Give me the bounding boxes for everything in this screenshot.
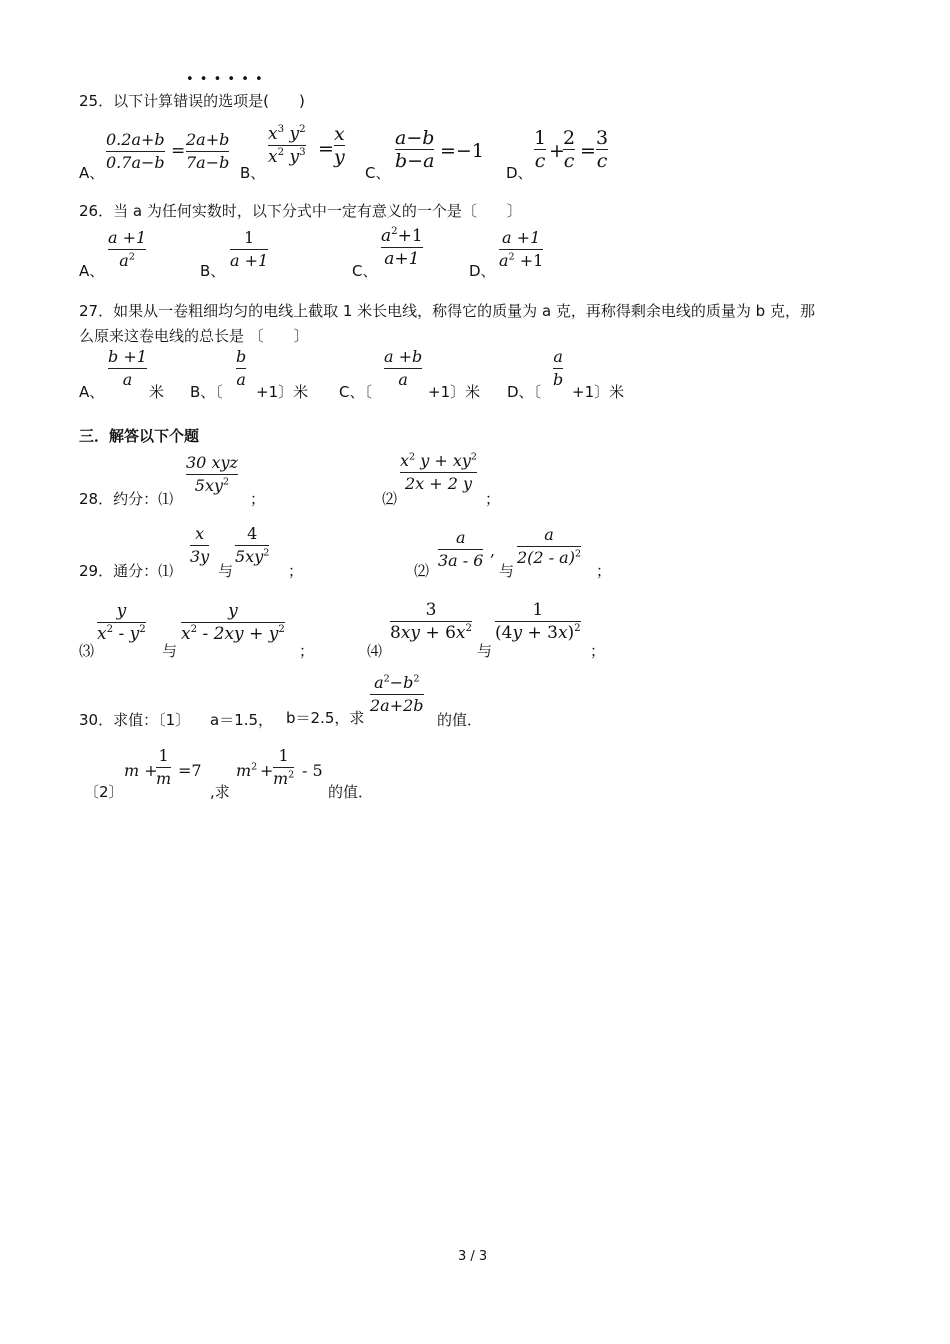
q27-option-d-label: D、〔	[507, 383, 542, 401]
q27-a-unit: 米	[149, 383, 165, 401]
q26-d-fraction	[499, 228, 543, 271]
q29-p2-with: 与	[499, 562, 515, 580]
q29-p2-fraction-2	[517, 525, 581, 568]
q27-option-b-label: B、〔	[190, 383, 223, 401]
q29-p4-label: ⑷	[367, 642, 383, 660]
q25-c-denominator: b−a	[395, 150, 435, 172]
q29-p4-f2-denominator: $(4y + 3x)^2$	[495, 622, 581, 643]
q25-b-lhs-denominator: $x^2$ $y^3$	[268, 146, 306, 167]
q29-p3-separator: ；	[299, 642, 315, 660]
q29-p4-fraction-1	[390, 600, 472, 643]
q30-expression-denominator: 2a+2b	[370, 696, 424, 715]
section3-title: 三．解答以下个题	[79, 427, 200, 445]
q29-p1-f2-denominator: $5xy^2$	[235, 547, 270, 566]
q29-p2-f1-denominator: 3a - 6	[438, 551, 484, 570]
q26-option-c-label: C、	[352, 262, 378, 280]
q30-tail: 的值．	[437, 711, 483, 729]
q25-b-rhs-denominator: y	[334, 146, 345, 168]
q29-p2-separator: ；	[596, 562, 612, 580]
q30-expression-plus: +	[260, 761, 274, 780]
q26-b-denominator: a +1	[230, 251, 269, 270]
q30-label: 30．求值：〔1〕	[79, 711, 191, 729]
q26-c-numerator: $a^2+1$	[381, 225, 423, 246]
q29-p3-with: 与	[162, 642, 178, 660]
q25-d-f2-numerator: 2	[563, 127, 576, 149]
q25-a-equals: =	[171, 141, 186, 161]
q27-c-numerator: a +b	[384, 347, 423, 366]
q26-option-d-label: D、	[469, 262, 496, 280]
q29-p3-f1-numerator: y	[116, 601, 127, 621]
q25-d-equals: =	[580, 140, 596, 162]
q29-p4-f2-numerator: 1	[532, 600, 544, 620]
q29-p1-fraction-1	[190, 524, 209, 567]
q29-p4-fraction-2	[495, 600, 581, 643]
q25-d-f3-numerator: 3	[596, 127, 609, 149]
q25-a-rhs-numerator: 2a+b	[186, 130, 230, 149]
q26-stem: 26．当 a 为任何实数时，以下分式中一定有意义的一个是〔 〕	[79, 202, 522, 220]
q27-stem-line1: 27．如果从一卷粗细均匀的电线上截取 1 米长电线，称得它的质量为 a 克，再称得剩余电线的质量为 b 克，那	[79, 302, 815, 320]
q29-p1-fraction-2	[235, 524, 269, 567]
q29-p1-with: 与	[218, 562, 234, 580]
q25-a-lhs-numerator: 0.2a+b	[106, 130, 165, 149]
q30-condition-numerator: 1	[158, 746, 169, 765]
q30-a-value: a＝1.5，	[210, 711, 274, 729]
q27-a-fraction	[108, 347, 147, 390]
q30-expression-2-denominator: $m^2$	[273, 769, 295, 788]
q29-p2-comma: ,	[490, 541, 496, 560]
q29-p3-f2-numerator: y	[228, 601, 238, 621]
q30-expression-2-numerator: 1	[278, 746, 289, 765]
q26-d-numerator: a +1	[502, 228, 541, 247]
q25-d-f1-numerator: 1	[534, 127, 547, 149]
q26-d-denominator: $a^2 +1$	[499, 251, 544, 270]
q28-end: ；	[485, 490, 501, 508]
q27-c-tail: +1〕米	[428, 383, 481, 401]
q27-d-fraction	[553, 347, 563, 390]
q25-option-d-label: D、	[506, 164, 533, 182]
q25-stem: 25．以下计算错误的选项是( )	[79, 92, 305, 110]
q30-condition-m: m +	[124, 761, 158, 780]
q30-condition-rhs: =7	[178, 761, 202, 780]
q25-b-equals: =	[318, 138, 334, 160]
q25-d-f3-denominator: c	[596, 150, 608, 172]
q29-p2-f1-numerator: a	[455, 528, 466, 547]
q29-p1-separator: ；	[288, 562, 304, 580]
q30-expression-2-fraction	[273, 746, 294, 789]
q25-a-lhs-denominator: 0.7a−b	[106, 153, 165, 172]
q29-p2-f2-numerator: a	[544, 525, 554, 544]
q28-label: 28．约分：⑴	[79, 490, 174, 508]
q28-p1-numerator: 30 xyz	[186, 453, 238, 472]
q25-c-fraction	[395, 128, 434, 171]
q30-p2-label: 〔2〕	[84, 783, 124, 801]
q28-p1-denominator: $5xy^2$	[194, 476, 230, 495]
q25-b-lhs-fraction	[268, 124, 306, 167]
q26-c-fraction	[381, 226, 423, 269]
q30-condition-fraction	[156, 746, 171, 789]
q29-p1-f1-numerator: x	[195, 524, 205, 543]
q25-a-lhs-fraction	[106, 130, 165, 173]
q25-d-f2-denominator: c	[563, 150, 575, 172]
q26-c-denominator: a+1	[384, 249, 420, 269]
page-number: 3 / 3	[458, 1249, 488, 1264]
q27-a-numerator: b +1	[108, 347, 147, 366]
q29-p3-f1-denominator: $x^2 - y^2$	[97, 623, 146, 644]
q25-b-rhs-numerator: x	[334, 123, 345, 145]
q25-d-fraction-2	[563, 128, 575, 171]
q27-d-denominator: b	[553, 370, 564, 389]
q25-d-fraction-3	[596, 128, 608, 171]
q29-p1-f1-denominator: 3y	[190, 547, 210, 566]
q25-option-a-label: A、	[79, 164, 105, 182]
q25-d-plus: +	[549, 140, 565, 162]
q29-p4-f1-denominator: $8xy + 6x^2$	[390, 622, 472, 643]
q25-a-rhs-denominator: 7a−b	[186, 153, 230, 172]
q29-p3-label: ⑶	[79, 642, 95, 660]
q26-a-fraction	[108, 228, 146, 271]
q30-expression-fraction	[370, 673, 424, 716]
q25-b-lhs-numerator: $x^3$ $y^2$	[268, 123, 306, 144]
q28-p2-numerator: $x^2$ $y + xy^2$	[400, 451, 478, 470]
q26-option-b-label: B、	[200, 262, 226, 280]
q27-b-numerator: b	[236, 347, 247, 366]
q28-p2-denominator: 2x + 2 y	[404, 474, 473, 493]
q29-p1-f2-numerator: 4	[247, 524, 258, 543]
q29-p2-fraction-1	[438, 528, 483, 571]
q27-c-fraction	[384, 347, 422, 390]
q27-b-fraction	[236, 347, 246, 390]
q29-p2-label: ⑵	[414, 562, 430, 580]
q25-a-rhs-fraction	[186, 130, 229, 173]
q29-p4-separator: ；	[590, 642, 606, 660]
q29-p3-fraction-2	[181, 601, 285, 644]
q25-d-f1-denominator: c	[534, 150, 546, 172]
q27-b-denominator: a	[236, 370, 246, 389]
q26-a-denominator: $a^2$	[119, 251, 135, 270]
q29-label: 29．通分：⑴	[79, 562, 174, 580]
q25-c-rhs: =−1	[440, 140, 484, 162]
q30-expression-minus: - 5	[302, 761, 323, 780]
q27-d-numerator: a	[553, 347, 563, 366]
q27-c-denominator: a	[398, 370, 408, 389]
q30-expression-numerator: $a^2-b^2$	[374, 673, 420, 692]
q26-b-fraction	[230, 228, 268, 271]
q25-option-c-label: C、	[365, 164, 391, 182]
q30-condition-denominator: m	[156, 769, 172, 788]
q30-expression-m2: $m^2$	[236, 761, 258, 780]
q30-b-value: b＝2.5，求	[286, 709, 365, 727]
emphasis-dots: • • • • • •	[186, 72, 264, 87]
q26-option-a-label: A、	[79, 262, 105, 280]
q29-p3-f2-denominator: $x^2 - 2xy + y^2$	[181, 623, 285, 644]
q28-separator: ；	[250, 490, 266, 508]
q29-p4-with: 与	[477, 642, 493, 660]
q29-p3-fraction-1	[97, 601, 146, 644]
q27-option-c-label: C、〔	[339, 383, 372, 401]
q28-p2-fraction	[400, 451, 477, 494]
q30-p2-tail: 的值．	[328, 783, 374, 801]
q28-p2-label: ⑵	[382, 490, 398, 508]
q25-c-numerator: a−b	[395, 127, 435, 149]
q27-b-tail: +1〕米	[256, 383, 309, 401]
q29-p4-f1-numerator: 3	[425, 600, 437, 620]
q27-d-tail: +1〕米	[572, 383, 625, 401]
q30-ask: ,求	[210, 783, 230, 801]
q27-option-a-label: A、	[79, 383, 105, 401]
q27-a-denominator: a	[122, 370, 133, 389]
q25-b-rhs-fraction	[334, 124, 345, 167]
q28-p1-fraction	[186, 453, 238, 496]
q26-b-numerator: 1	[244, 228, 255, 247]
q25-d-fraction-1	[534, 128, 546, 171]
q25-option-b-label: B、	[240, 164, 266, 182]
q26-a-numerator: a +1	[108, 228, 147, 247]
q29-p2-f2-denominator: 2(2 - a)$^2$	[517, 548, 582, 567]
q27-stem-line2: 么原来这卷电线的总长是 〔 〕	[79, 327, 309, 345]
